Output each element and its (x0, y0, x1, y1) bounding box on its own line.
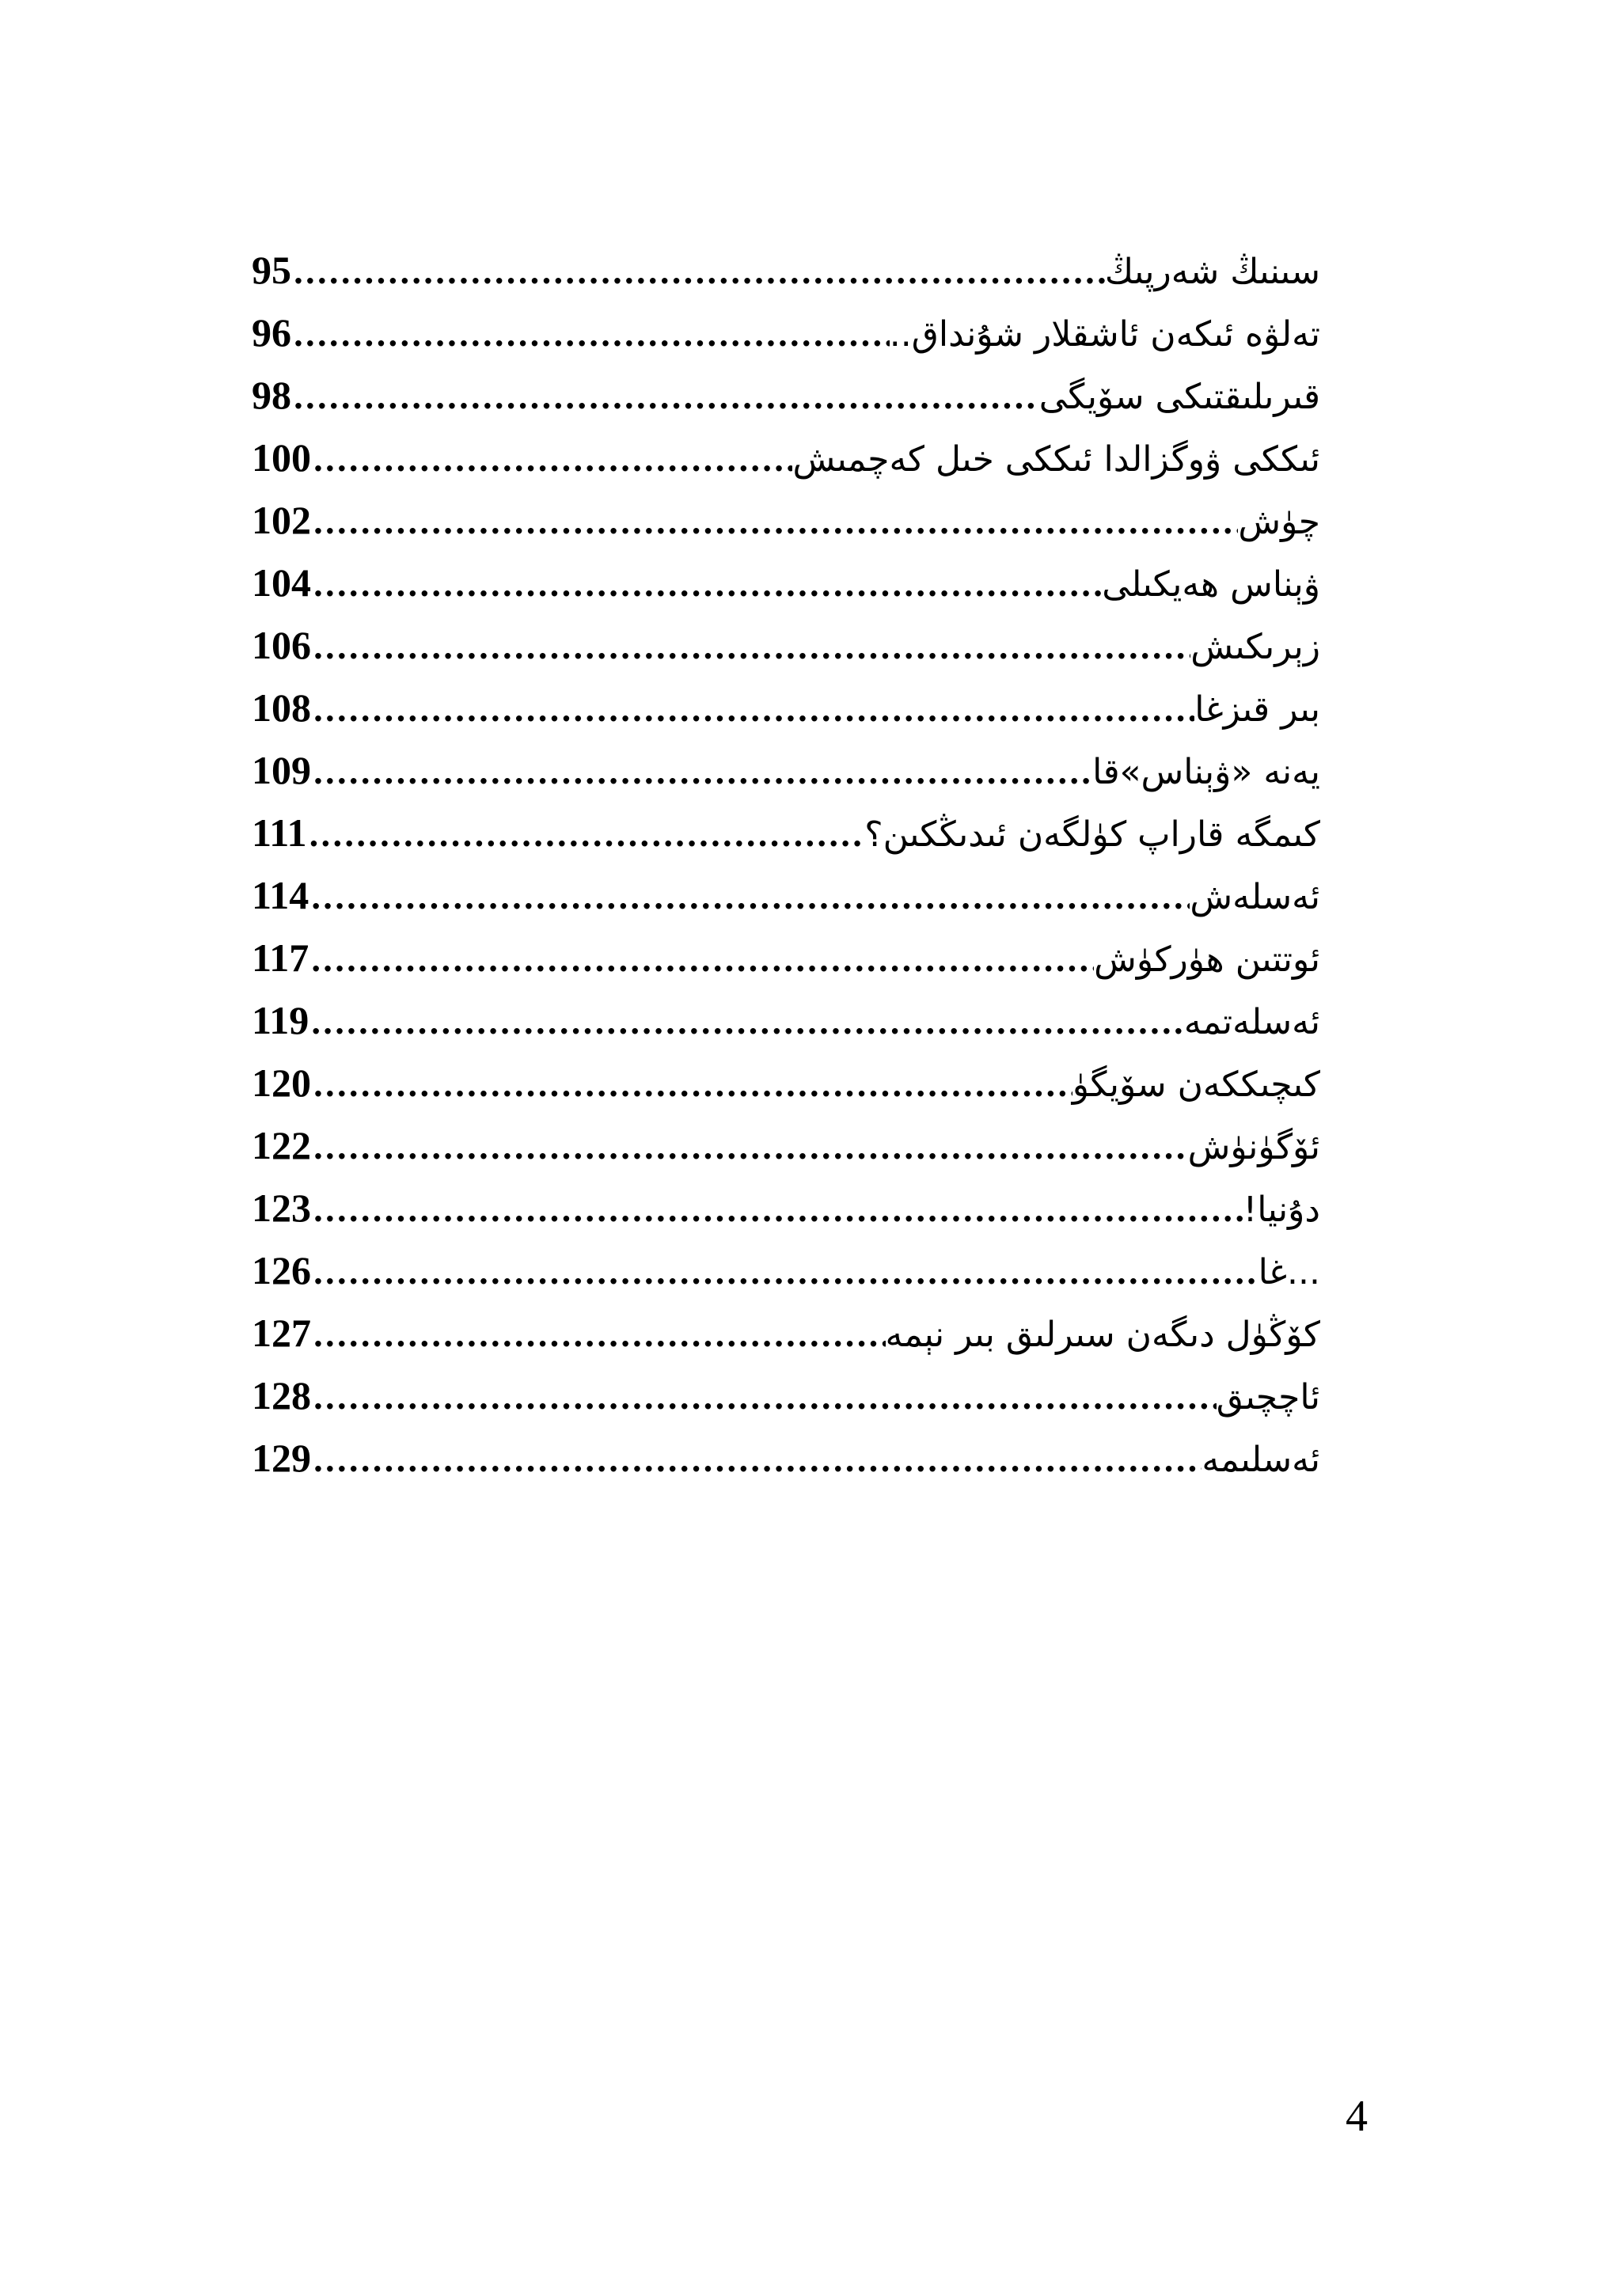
toc-entry-page: 109 (252, 748, 311, 792)
toc-entry (252, 364, 1320, 427)
toc-entry (252, 1364, 1320, 1427)
toc-entry-page: 102 (252, 498, 311, 542)
toc-leader-dots (291, 241, 1105, 302)
toc-entry-page: 100 (252, 435, 311, 480)
toc-entry-page: 104 (252, 560, 311, 605)
toc-leader-dots (309, 929, 1094, 989)
toc-leader-dots (311, 1242, 1258, 1302)
toc-entry-page: 108 (252, 685, 311, 730)
toc-entry-title: ئەسلىمە (1202, 1440, 1320, 1480)
toc-entry-page: 106 (252, 623, 311, 667)
toc-entry-page: 96 (252, 310, 291, 355)
toc-entry-page: 123 (252, 1186, 311, 1230)
toc-entry (252, 864, 1320, 927)
toc-entry-title: تەلۋە ئىكەن ئاشقلار شۇنداق.. (889, 314, 1320, 355)
toc-entry-title: ...غا (1258, 1252, 1320, 1292)
toc-entry-page: 126 (252, 1248, 311, 1292)
toc-entry (252, 1239, 1320, 1302)
toc-leader-dots (309, 992, 1184, 1052)
toc-leader-dots (311, 1054, 1072, 1114)
toc-entry-title: قىرىلىقتىكى سۆيگى (1038, 377, 1320, 417)
toc-leader-dots (306, 804, 864, 864)
toc-entry-title: چۈش (1238, 502, 1320, 542)
toc-leader-dots (311, 742, 1092, 802)
toc-entry-page: 98 (252, 373, 291, 417)
toc-leader-dots (311, 1304, 886, 1364)
toc-entry (252, 614, 1320, 677)
toc-entry (252, 552, 1320, 614)
toc-leader-dots (311, 491, 1238, 552)
toc-entry (252, 1302, 1320, 1364)
toc-entry (252, 1052, 1320, 1114)
toc-leader-dots (311, 429, 792, 489)
toc-entry-title: يەنە «ۋېناس»قا (1092, 752, 1320, 792)
toc-entry (252, 927, 1320, 989)
toc-leader-dots (311, 1179, 1243, 1239)
toc-entry (252, 989, 1320, 1052)
toc-leader-dots (311, 679, 1194, 739)
toc-entry (252, 739, 1320, 802)
table-of-contents (252, 239, 1320, 1490)
toc-entry-title: ئوتتىن ھۈركۈش (1094, 939, 1320, 980)
toc-leader-dots (309, 867, 1190, 927)
toc-entry-page: 129 (252, 1436, 311, 1480)
toc-entry-page: 119 (252, 998, 309, 1042)
toc-entry (252, 239, 1320, 302)
toc-leader-dots (311, 1117, 1188, 1177)
toc-leader-dots (291, 304, 890, 364)
toc-entry-page: 120 (252, 1061, 311, 1105)
toc-leader-dots (291, 366, 1039, 427)
toc-entry-title: ئەسلەش (1190, 877, 1320, 917)
toc-entry-title: ئۆگۈنۈش (1187, 1127, 1320, 1167)
toc-leader-dots (311, 1429, 1202, 1490)
toc-entry-page: 122 (252, 1123, 311, 1167)
toc-entry-page: 127 (252, 1311, 311, 1355)
toc-entry-title: ئاچچىق (1216, 1377, 1320, 1417)
toc-entry (252, 1114, 1320, 1177)
toc-entry-page: 114 (252, 873, 309, 917)
toc-entry (252, 802, 1320, 864)
toc-entry-title: سىنىڭ شەرپىڭ (1104, 252, 1320, 292)
toc-entry-title: بىر قىزغا (1194, 689, 1320, 730)
toc-entry-title: كىمگە قاراپ كۈلگەن ئىدىڭكىن؟ (864, 814, 1320, 855)
toc-leader-dots (311, 617, 1190, 677)
toc-entry-title: ۋېناس ھەيكىلى (1102, 564, 1320, 605)
toc-entry (252, 302, 1320, 364)
toc-entry-page: 117 (252, 935, 309, 980)
toc-entry (252, 677, 1320, 739)
toc-entry-title: ئىككى ۋوگزالدا ئىككى خىل كەچمىش (792, 439, 1320, 480)
toc-leader-dots (311, 1367, 1217, 1427)
toc-entry (252, 1427, 1320, 1490)
toc-entry-title: كۆڭۈل دىگەن سىرلىق بىر نېمە (885, 1315, 1320, 1355)
page-number: 4 (1346, 2092, 1368, 2141)
toc-entry-page: 95 (252, 248, 291, 292)
toc-entry-title: كىچىككەن سۆيگۈ (1072, 1065, 1320, 1105)
toc-entry-page: 111 (252, 810, 307, 855)
toc-entry (252, 427, 1320, 489)
toc-entry (252, 489, 1320, 552)
toc-entry (252, 1177, 1320, 1239)
toc-entry-title: ئەسلەتمە (1183, 1002, 1320, 1042)
toc-entry-title: دۇنيا! (1243, 1190, 1320, 1230)
toc-entry-page: 128 (252, 1373, 311, 1417)
toc-leader-dots (311, 554, 1102, 614)
toc-entry-title: زېرىكىش (1190, 627, 1320, 667)
